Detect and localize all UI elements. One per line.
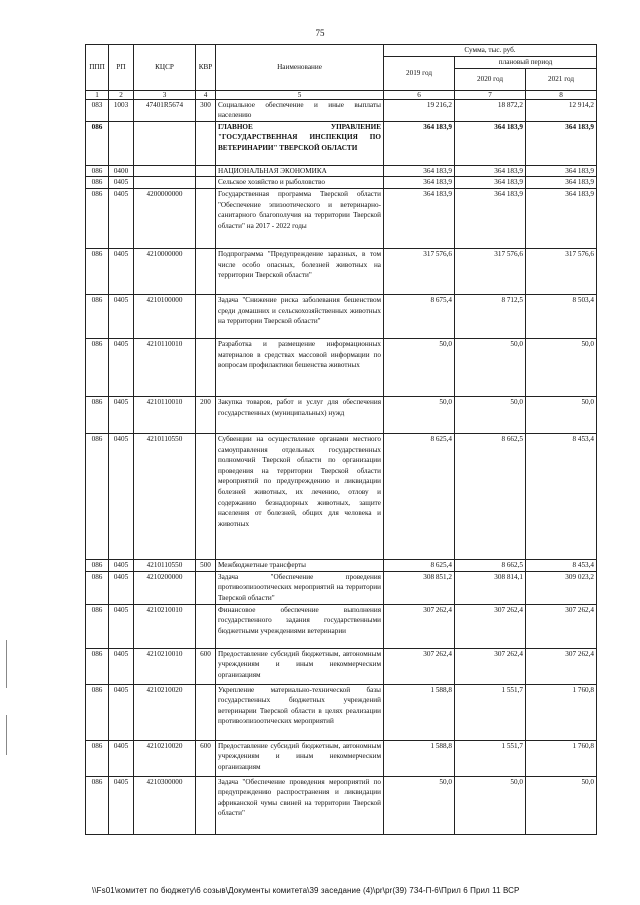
cell-2021: 317 576,6	[526, 248, 597, 294]
cell-2019: 364 183,9	[384, 165, 455, 177]
cell-ppp: 086	[86, 559, 109, 571]
cell-ppp: 086	[86, 396, 109, 433]
cell-2021: 8 453,4	[526, 433, 597, 559]
cell-name: Подпрограмма "Предупреждение заразных, в том числе особо опасных, болезней животных на территории Тверской области"	[216, 248, 384, 294]
cell-2021: 364 183,9	[526, 165, 597, 177]
table-row	[86, 776, 597, 834]
cell-2019: 317 576,6	[384, 248, 455, 294]
header-planning-period: плановый период	[455, 57, 597, 69]
cell-rp: 0405	[109, 294, 134, 338]
table-row	[86, 559, 597, 571]
header-2021: 2021 год	[526, 68, 597, 90]
table-row	[86, 684, 597, 740]
cell-kvr	[196, 433, 216, 559]
cell-2021: 1 760,8	[526, 740, 597, 776]
cell-2020: 1 551,7	[455, 740, 526, 776]
cell-kcsr: 4210110550	[134, 559, 196, 571]
cell-rp: 0405	[109, 604, 134, 648]
cell-kvr	[196, 165, 216, 177]
cell-kvr	[196, 294, 216, 338]
cell-name: Укрепление материально-технической базы государственных бюджетных учреждений ветеринарии Тверской области в целях реализации противоэпизоотических мероприятий	[216, 684, 384, 740]
cell-name: Социальное обеспечение и иные выплаты населению	[216, 99, 384, 121]
cell-kvr	[196, 338, 216, 396]
cell-kcsr: 4210100000	[134, 294, 196, 338]
cell-kcsr	[134, 165, 196, 177]
cell-kvr: 500	[196, 559, 216, 571]
cell-2019: 8 625,4	[384, 433, 455, 559]
table-row	[86, 121, 597, 165]
cell-rp: 0405	[109, 559, 134, 571]
cell-2021: 364 183,9	[526, 177, 597, 189]
cell-ppp: 086	[86, 294, 109, 338]
cell-2019: 50,0	[384, 396, 455, 433]
budget-table	[85, 44, 597, 835]
cell-2019: 364 183,9	[384, 121, 455, 165]
cell-rp: 0405	[109, 740, 134, 776]
cell-ppp: 086	[86, 165, 109, 177]
cell-kvr	[196, 248, 216, 294]
cell-kcsr	[134, 121, 196, 165]
cell-2020: 364 183,9	[455, 188, 526, 248]
cell-2021: 364 183,9	[526, 188, 597, 248]
cell-2021: 8 453,4	[526, 559, 597, 571]
header-2019: 2019 год	[384, 57, 455, 91]
cell-name: Государственная программа Тверской области "Обеспечение эпизоотического и ветеринарно-санитарного благополучия на территории Тверской области" на 2017 - 2022 годы	[216, 188, 384, 248]
cell-2021: 307 262,4	[526, 604, 597, 648]
cell-kcsr: 4210300000	[134, 776, 196, 834]
header-2020: 2020 год	[455, 68, 526, 90]
cell-2020: 8 712,5	[455, 294, 526, 338]
cell-2020: 364 183,9	[455, 121, 526, 165]
cell-2019: 50,0	[384, 776, 455, 834]
cell-name: Межбюджетные трансферты	[216, 559, 384, 571]
header-ppp: ППП	[86, 45, 109, 91]
cell-rp: 1003	[109, 99, 134, 121]
cell-kvr: 300	[196, 99, 216, 121]
cell-2019: 308 851,2	[384, 571, 455, 604]
footer-file-path: \\Fs01\комитет по бюджету\6 созыв\Документы комитета\39 заседание (4)\pr\pr(39) 734-П-6\Прил 6 Прил 11 ВСР	[92, 886, 520, 895]
column-index: 8	[526, 90, 597, 99]
cell-kvr	[196, 571, 216, 604]
cell-kcsr: 47401R5674	[134, 99, 196, 121]
cell-ppp: 086	[86, 433, 109, 559]
cell-ppp: 086	[86, 188, 109, 248]
cell-2020: 308 814,1	[455, 571, 526, 604]
cell-kvr	[196, 684, 216, 740]
cell-kvr: 600	[196, 740, 216, 776]
cell-ppp: 086	[86, 604, 109, 648]
cell-name: Субвенции на осуществление органами местного самоуправления отдельных государственных полномочий Тверской области по организации проведения на территории Тверской области мероприятий по предупреждению и ликвидации болезней животных, их лечению, отлову и содержанию безнадзорных животных, защите населения от болезней, общих для человека и животных	[216, 433, 384, 559]
cell-2021: 364 183,9	[526, 121, 597, 165]
table-row	[86, 99, 597, 121]
cell-2019: 19 216,2	[384, 99, 455, 121]
cell-ppp: 086	[86, 571, 109, 604]
cell-2020: 364 183,9	[455, 177, 526, 189]
cell-kcsr: 4210210020	[134, 684, 196, 740]
cell-kcsr: 4210110010	[134, 396, 196, 433]
cell-rp: 0405	[109, 338, 134, 396]
table-row	[86, 177, 597, 189]
cell-name: Задача "Обеспечение проведения противоэпизоотических мероприятий на территории Тверской области"	[216, 571, 384, 604]
cell-rp: 0405	[109, 248, 134, 294]
cell-2020: 1 551,7	[455, 684, 526, 740]
cell-name: Задача "Снижение риска заболевания бешенством среди домашних и сельскохозяйственных животных на территории Тверской области"	[216, 294, 384, 338]
cell-name: Предоставление субсидий бюджетным, автономным учреждениям и иным некоммерческим организациям	[216, 648, 384, 684]
table-row	[86, 648, 597, 684]
cell-2019: 364 183,9	[384, 177, 455, 189]
table-row	[86, 433, 597, 559]
cell-rp: 0405	[109, 684, 134, 740]
cell-name: Разработка и размещение информационных материалов в средствах массовой информации по вопросам профилактики бешенства животных	[216, 338, 384, 396]
cell-name: НАЦИОНАЛЬНАЯ ЭКОНОМИКА	[216, 165, 384, 177]
cell-2021: 50,0	[526, 776, 597, 834]
table-row	[86, 338, 597, 396]
table-row	[86, 740, 597, 776]
cell-2019: 50,0	[384, 338, 455, 396]
column-index-row	[86, 90, 597, 99]
cell-kcsr: 4210200000	[134, 571, 196, 604]
cell-ppp: 086	[86, 121, 109, 165]
header-rp: РП	[109, 45, 134, 91]
cell-kcsr: 4210110010	[134, 338, 196, 396]
table-row	[86, 188, 597, 248]
header-sum: Сумма, тыс. руб.	[384, 45, 597, 57]
cell-rp	[109, 121, 134, 165]
cell-name: Предоставление субсидий бюджетным, автономным учреждениям и иным некоммерческим организациям	[216, 740, 384, 776]
cell-ppp: 086	[86, 177, 109, 189]
cell-ppp: 086	[86, 338, 109, 396]
cell-name: Финансовое обеспечение выполнения государственного задания государственными бюджетными учреждениями ветеринарии	[216, 604, 384, 648]
cell-kvr	[196, 604, 216, 648]
column-index: 7	[455, 90, 526, 99]
header-kcsr: КЦСР	[134, 45, 196, 91]
margin-mark	[6, 715, 7, 755]
cell-rp: 0405	[109, 648, 134, 684]
cell-kvr	[196, 121, 216, 165]
margin-mark	[6, 640, 7, 688]
cell-2020: 50,0	[455, 776, 526, 834]
cell-ppp: 086	[86, 740, 109, 776]
cell-kcsr: 4210210010	[134, 648, 196, 684]
cell-2020: 307 262,4	[455, 604, 526, 648]
cell-kvr	[196, 188, 216, 248]
cell-2020: 307 262,4	[455, 648, 526, 684]
cell-kvr	[196, 776, 216, 834]
cell-ppp: 086	[86, 684, 109, 740]
cell-2020: 50,0	[455, 338, 526, 396]
cell-2019: 364 183,9	[384, 188, 455, 248]
cell-ppp: 086	[86, 248, 109, 294]
cell-kcsr: 4210210010	[134, 604, 196, 648]
page-number: 75	[315, 28, 325, 38]
table-row	[86, 604, 597, 648]
cell-2021: 50,0	[526, 338, 597, 396]
cell-2020: 18 872,2	[455, 99, 526, 121]
cell-name: Сельское хозяйство и рыболовство	[216, 177, 384, 189]
column-index: 1	[86, 90, 109, 99]
cell-kcsr	[134, 177, 196, 189]
column-index: 6	[384, 90, 455, 99]
cell-rp: 0405	[109, 188, 134, 248]
table-row	[86, 294, 597, 338]
cell-kvr: 600	[196, 648, 216, 684]
cell-ppp: 086	[86, 776, 109, 834]
cell-2019: 8 675,4	[384, 294, 455, 338]
cell-2021: 1 760,8	[526, 684, 597, 740]
cell-rp: 0405	[109, 433, 134, 559]
column-index: 4	[196, 90, 216, 99]
cell-kcsr: 4210210020	[134, 740, 196, 776]
cell-ppp: 083	[86, 99, 109, 121]
cell-ppp: 086	[86, 648, 109, 684]
cell-2019: 307 262,4	[384, 648, 455, 684]
cell-kvr: 200	[196, 396, 216, 433]
cell-rp: 0400	[109, 165, 134, 177]
cell-kvr	[196, 177, 216, 189]
cell-2021: 309 023,2	[526, 571, 597, 604]
cell-name: Закупка товаров, работ и услуг для обеспечения государственных (муниципальных) нужд	[216, 396, 384, 433]
cell-2019: 307 262,4	[384, 604, 455, 648]
header-name: Наименование	[216, 45, 384, 91]
cell-2020: 364 183,9	[455, 165, 526, 177]
cell-rp: 0405	[109, 177, 134, 189]
cell-2019: 8 625,4	[384, 559, 455, 571]
cell-2019: 1 588,8	[384, 684, 455, 740]
cell-rp: 0405	[109, 571, 134, 604]
header-kvr: КВР	[196, 45, 216, 91]
cell-kcsr: 4210110550	[134, 433, 196, 559]
cell-2021: 307 262,4	[526, 648, 597, 684]
table-row	[86, 248, 597, 294]
cell-2021: 50,0	[526, 396, 597, 433]
table-row	[86, 165, 597, 177]
cell-rp: 0405	[109, 396, 134, 433]
cell-2020: 50,0	[455, 396, 526, 433]
column-index: 3	[134, 90, 196, 99]
table-row	[86, 396, 597, 433]
table-row	[86, 571, 597, 604]
cell-2019: 1 588,8	[384, 740, 455, 776]
cell-kcsr: 4210000000	[134, 248, 196, 294]
cell-2020: 317 576,6	[455, 248, 526, 294]
cell-kcsr: 4200000000	[134, 188, 196, 248]
column-index: 5	[216, 90, 384, 99]
column-index: 2	[109, 90, 134, 99]
cell-2021: 8 503,4	[526, 294, 597, 338]
cell-rp: 0405	[109, 776, 134, 834]
cell-2021: 12 914,2	[526, 99, 597, 121]
cell-name: Задача "Обеспечение проведения мероприятий по предупреждению распространения и ликвидации африканской чумы свиней на территории Тверской области"	[216, 776, 384, 834]
cell-2020: 8 662,5	[455, 559, 526, 571]
cell-2020: 8 662,5	[455, 433, 526, 559]
cell-name: ГЛАВНОЕ УПРАВЛЕНИЕ "ГОСУДАРСТВЕННАЯ ИНСПЕКЦИЯ ПО ВЕТЕРИНАРИИ" ТВЕРСКОЙ ОБЛАСТИ	[216, 121, 384, 165]
